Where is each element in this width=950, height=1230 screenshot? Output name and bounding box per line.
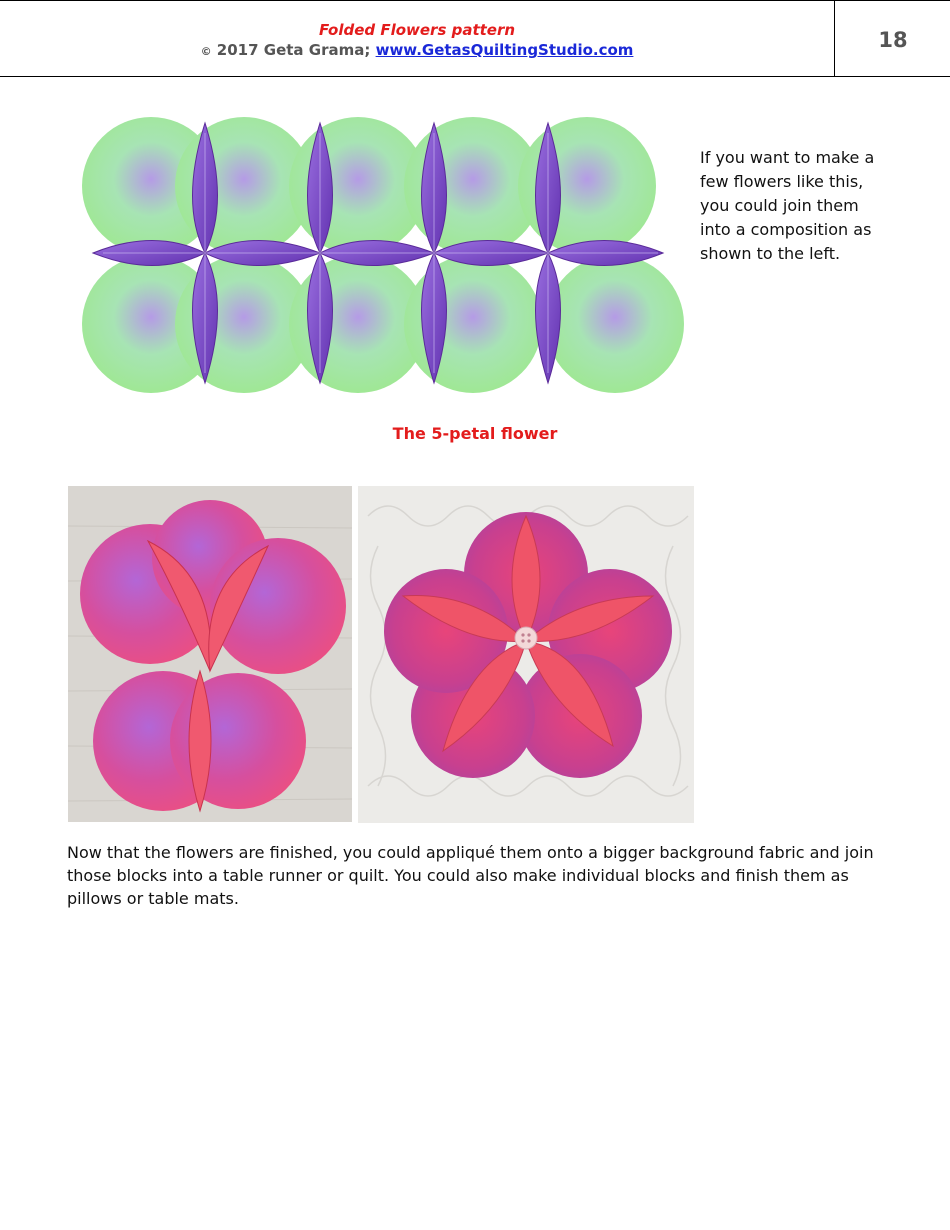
section-heading-5-petal: The 5-petal flower [392,424,558,443]
button-center [515,627,537,649]
header-title-block [0,1,835,77]
composition-description: If you want to make a few flowers like this, you could join them into a composition as shown to the left. [700,148,875,263]
page-number: 18 [878,28,908,52]
copyright-text: 2017 Geta Grama; [216,41,371,59]
copyright-icon: © [200,45,212,58]
website-link[interactable]: www.GetasQuiltingStudio.com [375,41,634,59]
folded-circles-photo [68,486,352,822]
flower-composition-photo [68,113,686,397]
page-header [0,0,950,77]
five-petal-flower-photo [358,486,694,823]
closing-paragraph: Now that the flowers are finished, you could appliqué them onto a bigger background fabric and join those blocks into a table runner or quilt. You could also make individual blocks and finish them as pillows or table mats. [67,843,874,908]
copyright-line [0,41,834,59]
pattern-title: Folded Flowers pattern [318,21,516,39]
